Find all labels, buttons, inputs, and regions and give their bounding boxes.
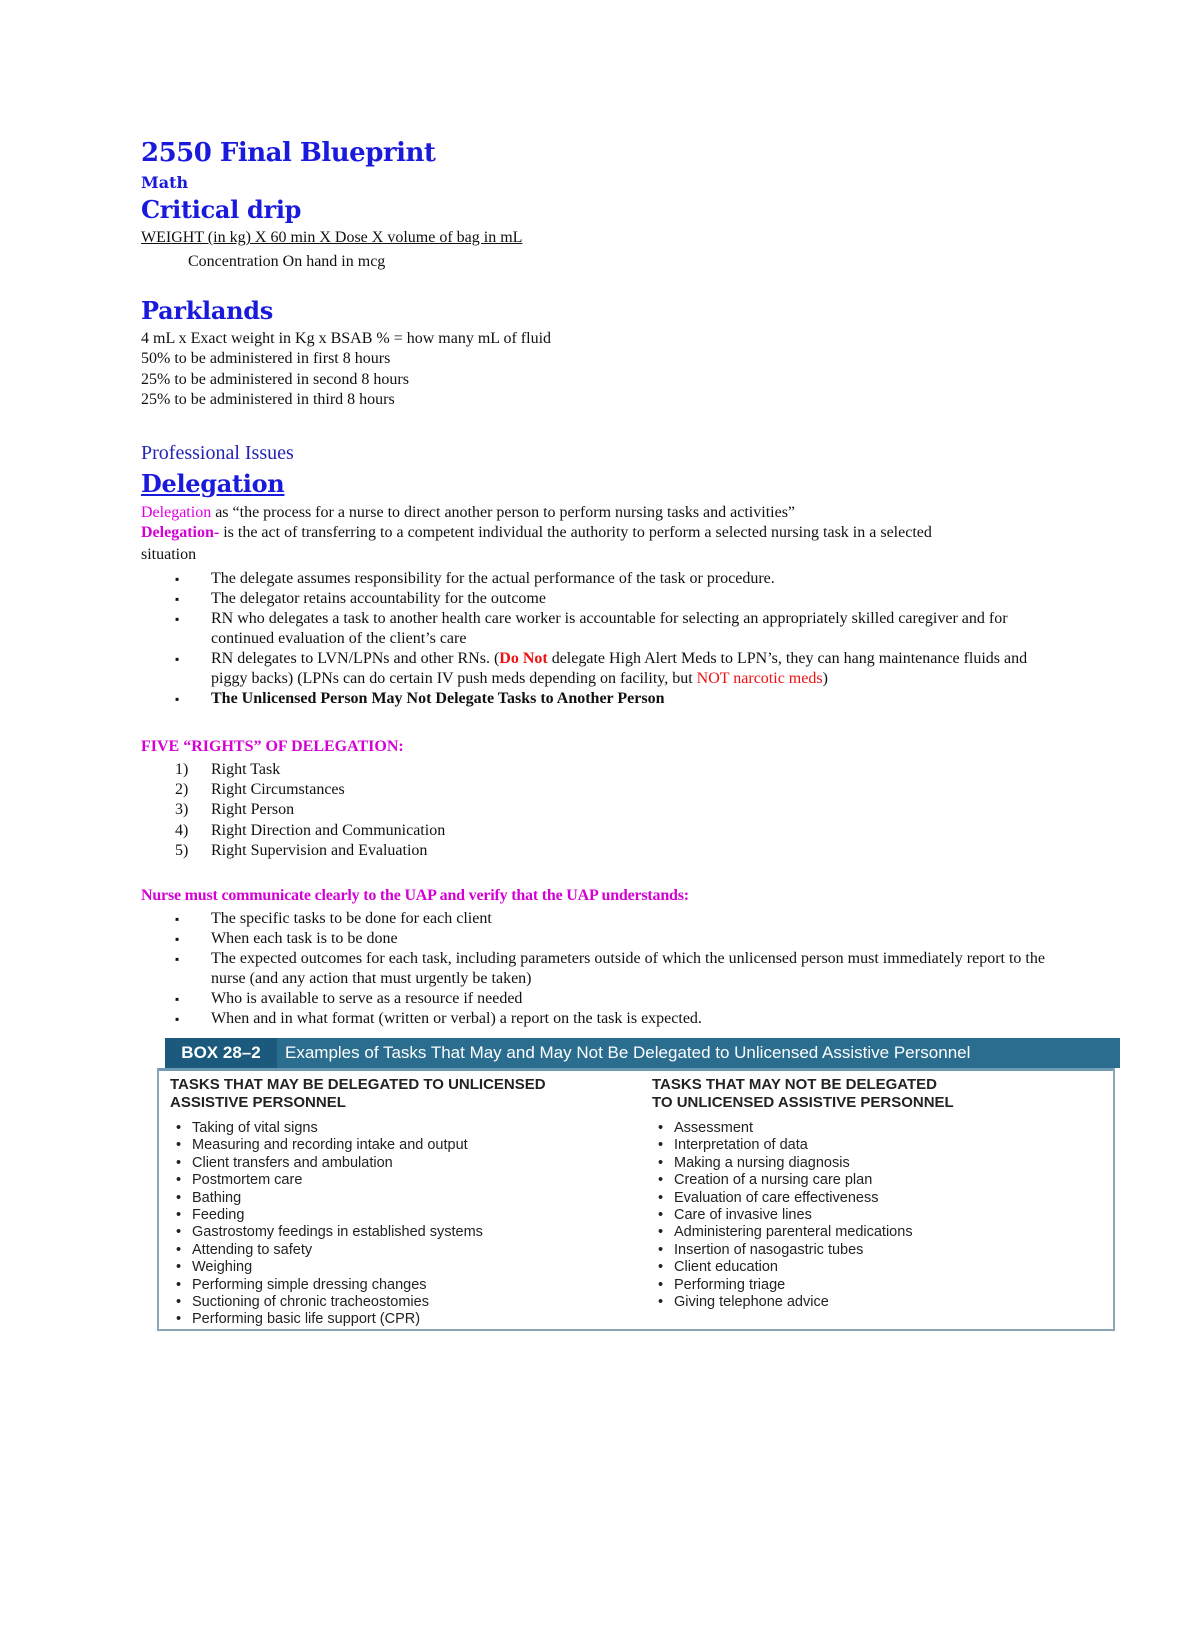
delegation-definition-2-cont: situation <box>141 546 197 563</box>
list-item: • Evaluation of care effectiveness <box>652 1190 1092 1207</box>
list-item: • Attending to safety <box>170 1242 630 1259</box>
delegation-term: Delegation <box>141 504 212 521</box>
critical-drip-numerator: WEIGHT (in kg) X 60 min X Dose X volume of bag in mL <box>141 229 523 246</box>
parklands-line: 50% to be administered in first 8 hours <box>141 350 391 367</box>
delegation-term: Delegation- <box>141 524 220 541</box>
list-item: • Insertion of nasogastric tubes <box>652 1242 1092 1259</box>
column-may-not-delegate <box>652 1076 1092 1311</box>
box-tag: BOX 28–2 <box>165 1038 277 1068</box>
list-item: • Bathing <box>170 1190 630 1207</box>
list-item: ▪ RN who delegates a task to another health care worker is accountable for selecting an appropriately skilled caregiver and for continued evaluation of the client’s care <box>175 610 1008 647</box>
list-item: 2) Right Circumstances <box>175 781 345 799</box>
five-rights-list <box>175 760 445 861</box>
list-item: • Care of invasive lines <box>652 1207 1092 1224</box>
parklands-line: 25% to be administered in second 8 hours <box>141 371 409 388</box>
list-item: ▪ Who is available to serve as a resource if needed <box>175 990 523 1007</box>
list-item: • Assessment <box>652 1120 1092 1137</box>
delegation-def-text: as “the process for a nurse to direct another person to perform nursing tasks and activities” <box>211 504 796 521</box>
heading-critical-drip: Critical drip <box>141 195 302 224</box>
list-item: ▪ When each task is to be done <box>175 930 398 947</box>
heading-parklands: Parklands <box>141 296 273 325</box>
list-item: • Weighing <box>170 1259 630 1276</box>
may-not-delegate-list <box>652 1120 1092 1311</box>
list-item: ▪ RN delegates to LVN/LPNs and other RNs. (Do Not delegate High Alert Meds to LPN’s, they can hang maintenance fluids and piggy backs) (LPNs can do certain IV push meds depending on facility, but NOT narcotic meds) <box>175 650 1028 687</box>
list-item: ▪ The specific tasks to be done for each client <box>175 910 492 927</box>
list-item: ▪ The delegator retains accountability for the outcome <box>175 590 546 607</box>
list-item: • Interpretation of data <box>652 1137 1092 1154</box>
parklands-line: 4 mL x Exact weight in Kg x BSAB % = how many mL of fluid <box>141 330 552 347</box>
column-heading: TASKS THAT MAY NOT BE DELEGATED TO UNLICENSED ASSISTIVE PERSONNEL <box>652 1076 954 1111</box>
may-delegate-list <box>170 1120 630 1329</box>
delegation-definition-1 <box>141 503 795 523</box>
box-body <box>157 1068 1115 1331</box>
list-item: • Client education <box>652 1259 1092 1276</box>
delegation-def-text: is the act of transferring to a competent individual the authority to perform a selected nursing task in a selected <box>219 524 932 541</box>
list-item: • Taking of vital signs <box>170 1120 630 1137</box>
list-item: • Performing simple dressing changes <box>170 1277 630 1294</box>
section-math: Math <box>141 173 189 192</box>
list-item: 1) Right Task <box>175 761 281 778</box>
list-item: • Giving telephone advice <box>652 1294 1092 1311</box>
list-item: 3) Right Person <box>175 801 295 819</box>
list-item: • Feeding <box>170 1207 630 1224</box>
list-item: ▪ When and in what format (written or verbal) a report on the task is expected. <box>175 1010 702 1027</box>
column-may-delegate <box>170 1076 630 1329</box>
list-item: • Postmortem care <box>170 1172 630 1189</box>
column-heading: TASKS THAT MAY BE DELEGATED TO UNLICENSED ASSISTIVE PERSONNEL <box>170 1076 546 1111</box>
parklands-line: 25% to be administered in third 8 hours <box>141 391 395 408</box>
list-item: 4) Right Direction and Communication <box>175 821 446 839</box>
delegation-bullets <box>175 569 1055 709</box>
heading-delegation: Delegation <box>141 469 285 498</box>
list-item: 5) Right Supervision and Evaluation <box>175 841 428 859</box>
heading-communicate: Nurse must communicate clearly to the UAP and verify that the UAP understands: <box>141 887 689 904</box>
list-item: • Suctioning of chronic tracheostomies <box>170 1294 630 1311</box>
heading-professional-issues: Professional Issues <box>141 442 294 464</box>
list-item: • Measuring and recording intake and output <box>170 1137 630 1154</box>
box-title: Examples of Tasks That May and May Not Be Delegated to Unlicensed Assistive Personnel <box>285 1043 971 1062</box>
box-28-2 <box>157 1038 1113 1632</box>
communicate-bullets <box>175 909 1055 1029</box>
list-item: • Client transfers and ambulation <box>170 1155 630 1172</box>
list-item: ▪ The expected outcomes for each task, including parameters outside of which the unlicensed person must immediately report to the nurse (and any action that must urgently be taken) <box>175 950 1045 987</box>
list-item: • Creation of a nursing care plan <box>652 1172 1092 1189</box>
list-item: • Administering parenteral medications <box>652 1224 1092 1241</box>
heading-five-rights: FIVE “RIGHTS” OF DELEGATION: <box>141 738 404 755</box>
delegation-definition-2 <box>141 523 932 543</box>
list-item: ▪ The delegate assumes responsibility for the actual performance of the task or procedure. <box>175 570 775 587</box>
list-item: • Making a nursing diagnosis <box>652 1155 1092 1172</box>
list-item: • Gastrostomy feedings in established systems <box>170 1224 630 1241</box>
list-item: • Performing triage <box>652 1277 1092 1294</box>
document-title: 2550 Final Blueprint <box>141 138 436 168</box>
list-item: ▪ The Unlicensed Person May Not Delegate Tasks to Another Person <box>175 690 665 707</box>
critical-drip-denominator: Concentration On hand in mcg <box>188 253 386 270</box>
list-item: • Performing basic life support (CPR) <box>170 1311 630 1328</box>
